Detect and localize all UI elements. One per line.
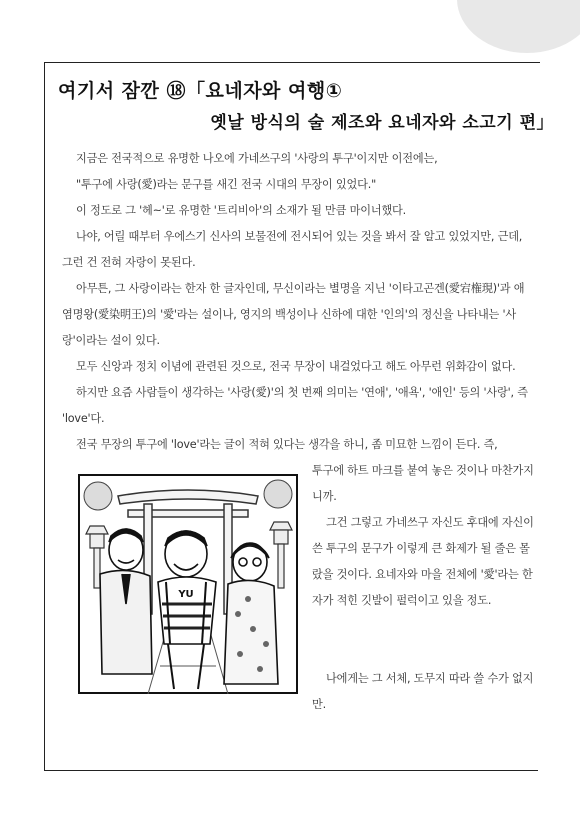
comic-illustration <box>78 474 298 694</box>
column-title: 여기서 잠깐 ⑱「요네자와 여행① <box>58 80 343 102</box>
paragraph-1: 지금은 전국적으로 유명한 나오에 가네쓰구의 '사랑의 투구'이지만 이전에는, <box>76 152 438 165</box>
paragraph-8: 전국 무장의 투구에 'love'라는 글이 적혀 있다는 생각을 하니, 좀 미묘한 느낌이 든다. 즉, <box>76 438 498 451</box>
paragraph-3: 이 정도로 그 '헤~'로 유명한 '트리비아'의 소재가 될 만큼 마이너했다. <box>76 204 407 217</box>
column-subtitle: 옛날 방식의 술 제조와 요네자와 소고기 편」 <box>210 113 554 133</box>
shirt-text: YU <box>178 589 194 600</box>
paragraph-11: 나에게는 그 서체, 도무지 따라 쓸 수가 없지만. <box>312 672 534 711</box>
paragraph-10: 그건 그렇고 가네쓰구 자신도 후대에 자신이 쓴 투구의 문구가 이렇게 큰 화제가 될 줄은 몰랐을 것이다. 요네자와 마을 전체에 '愛'라는 한자가 적힌 깃발이 펄럭이고 있을 정도. <box>312 516 534 607</box>
paragraph-6: 모두 신앙과 정치 이념에 관련된 것으로, 전국 무장이 내걸었다고 해도 아무런 위화감이 없다. <box>76 360 516 373</box>
paragraph-9: 투구에 하트 마크를 붙여 놓은 것이나 마찬가지니까. <box>312 464 534 503</box>
paragraph-5: 아무튼, 그 사랑이라는 한자 한 글자인데, 무신이라는 별명을 지닌 '이타고곤겐(愛宕権現)'과 애염명왕(愛染明王)의 '愛'라는 설이나, 영지의 백성이나 신하에 대한 '인의'의 정신을 나타내는 '사랑'이라는 설이 있다. <box>62 282 525 347</box>
bottom-rule <box>44 770 538 771</box>
paragraph-7: 하지만 요즘 사람들이 생각하는 '사랑(愛)'의 첫 번째 의미는 '연애', '애욕', '애인' 등의 '사랑', 즉 'love'다. <box>62 386 528 425</box>
paragraph-4: 나야, 어릴 때부터 우에스기 신사의 보물전에 전시되어 있는 것을 봐서 잘 알고 있었지만, 근데, 그런 건 전혀 자랑이 못된다. <box>62 230 523 269</box>
paragraph-2: "투구에 사랑(愛)라는 문구를 새긴 전국 시대의 무장이 있었다." <box>76 178 377 191</box>
corner-decoration <box>457 0 580 53</box>
